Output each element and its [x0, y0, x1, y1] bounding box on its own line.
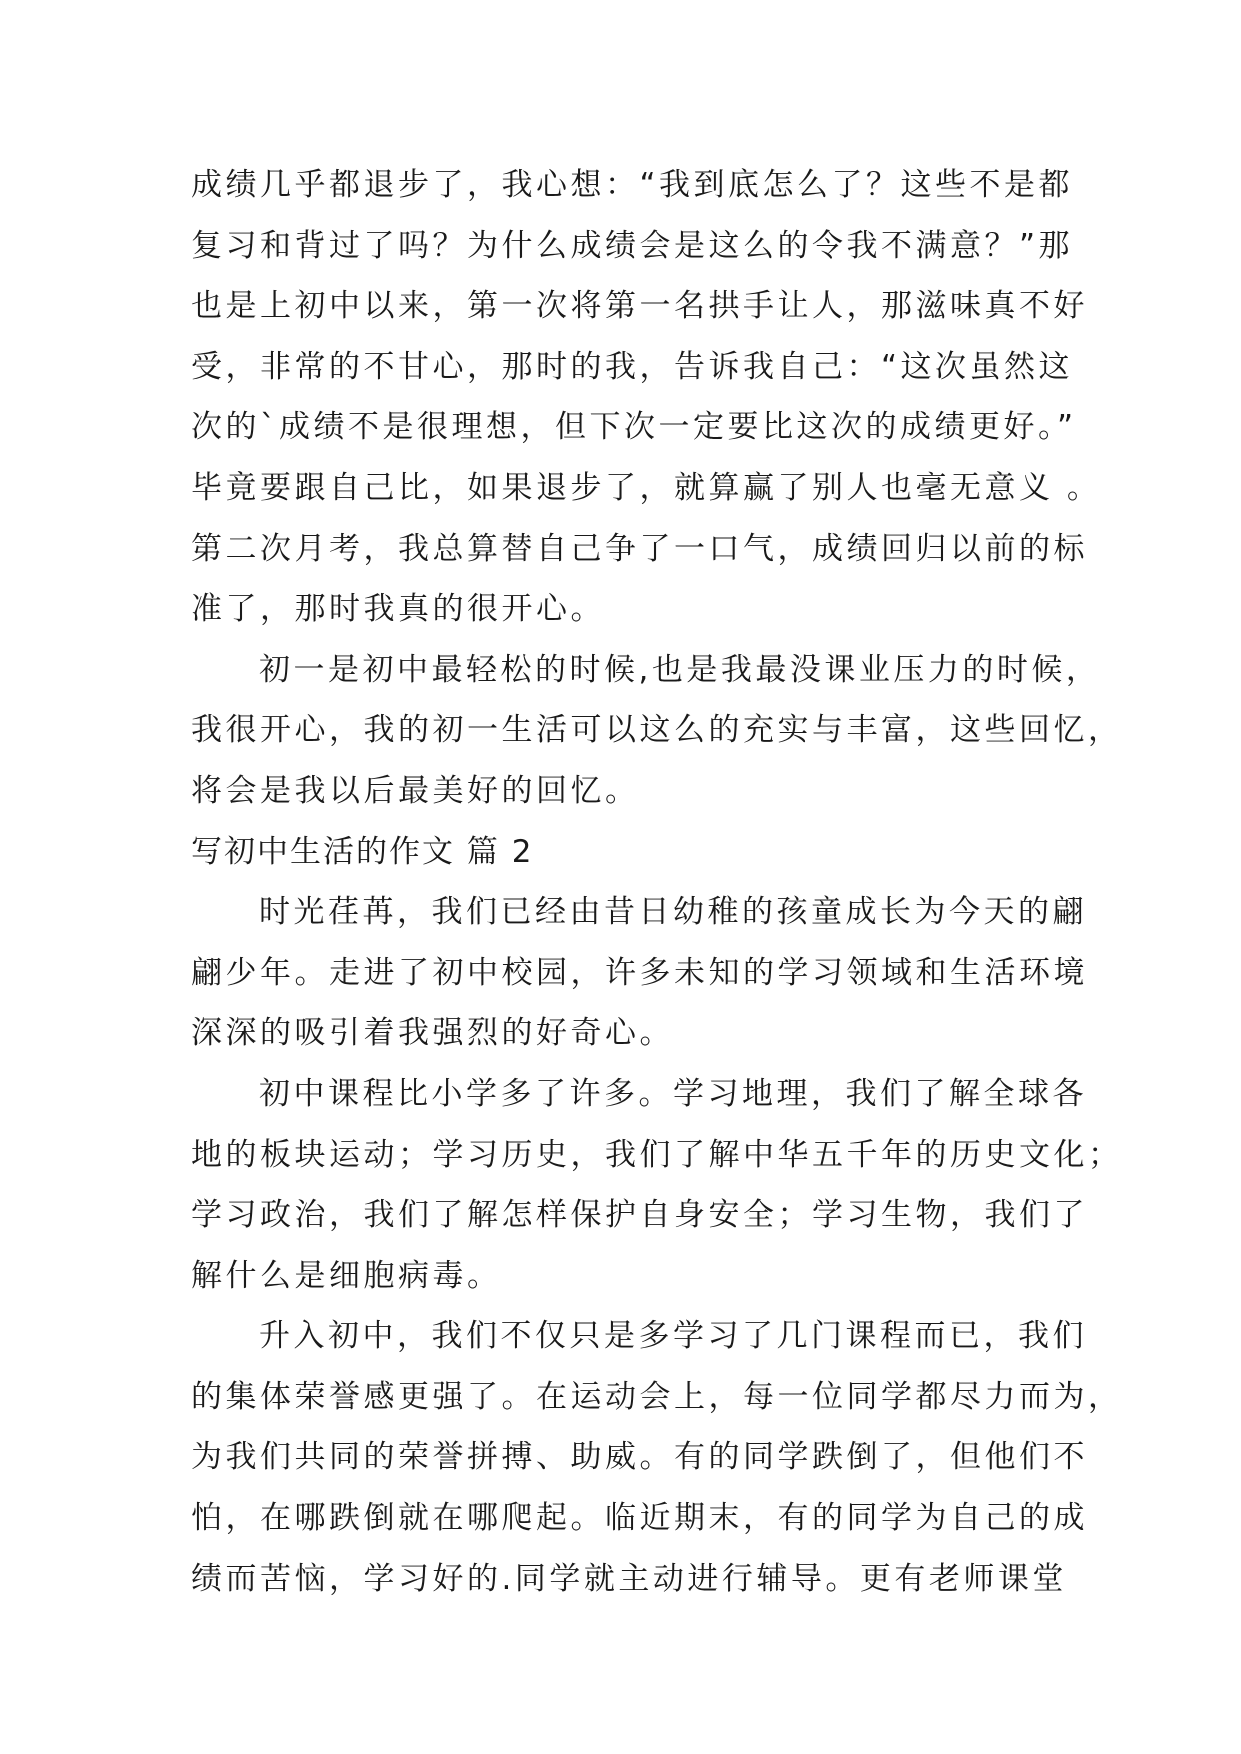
document-body	[191, 155, 1123, 1609]
text-line: 深深的吸引着我强烈的好奇心。	[191, 1015, 674, 1052]
paragraph	[191, 1306, 1123, 1609]
text-line: 绩而苦恼，学习好的.同学就主动进行辅导。更有老师课堂	[191, 1560, 1067, 1597]
text-line: 怕，在哪跌倒就在哪爬起。临近期末，有的同学为自己的成	[191, 1500, 1088, 1537]
text-line: 准了，那时我真的很开心。	[191, 591, 605, 628]
text-line: 初中课程比小学多了许多。学习地理，我们了解全球各	[259, 1075, 1087, 1112]
text-line: 的集体荣誉感更强了。在运动会上，每一位同学都尽力而为，	[191, 1378, 1123, 1415]
text-line: 地的板块运动；学习历史，我们了解中华五千年的历史文化；	[191, 1136, 1123, 1173]
text-line: 时光荏苒，我们已经由昔日幼稚的孩童成长为今天的翩	[259, 894, 1087, 931]
paragraph	[191, 1064, 1123, 1306]
text-line: 学习政治，我们了解怎样保护自身安全；学习生物，我们了	[191, 1197, 1088, 1234]
text-line: 翩少年。走进了初中校园，许多未知的学习领域和生活环境	[191, 954, 1088, 991]
text-line: 将会是我以后最美好的回忆。	[191, 772, 640, 809]
text-line: 解什么是细胞病毒。	[191, 1257, 502, 1294]
text-line: 为我们共同的荣誉拼搏、助威。有的同学跌倒了，但他们不	[191, 1439, 1088, 1476]
paragraph-continuation	[191, 155, 1102, 640]
text-line: 第二次月考，我总算替自己争了一口气，成绩回归以前的标	[191, 530, 1088, 567]
text-line: 次的`成绩不是很理想，但下次一定要比这次的成绩更好。”	[191, 409, 1077, 446]
text-line: 我很开心，我的初一生活可以这么的充实与丰富，这些回忆，	[191, 712, 1123, 749]
text-line: 复习和背过了吗？为什么成绩会是这么的令我不满意？”那	[191, 227, 1074, 264]
text-line: 成绩几乎都退步了，我心想：“我到底怎么了？这些不是都	[191, 167, 1074, 203]
text-line: 毕竟要跟自己比，如果退步了，就算赢了别人也毫无意义 。	[191, 469, 1102, 506]
paragraph	[191, 640, 1123, 822]
text-line: 初一是初中最轻松的时候,也是我最没课业压力的时候，	[259, 651, 1101, 688]
text-line: 受，非常的不甘心，那时的我，告诉我自己：“这次虽然这	[191, 348, 1074, 385]
text-line: 升入初中，我们不仅只是多学习了几门课程而已，我们	[259, 1318, 1087, 1355]
paragraph	[191, 882, 1088, 1064]
text-line: 也是上初中以来，第一次将第一名拱手让人，那滋味真不好	[191, 288, 1088, 325]
section-heading: 写初中生活的作文 篇 2	[191, 833, 534, 870]
